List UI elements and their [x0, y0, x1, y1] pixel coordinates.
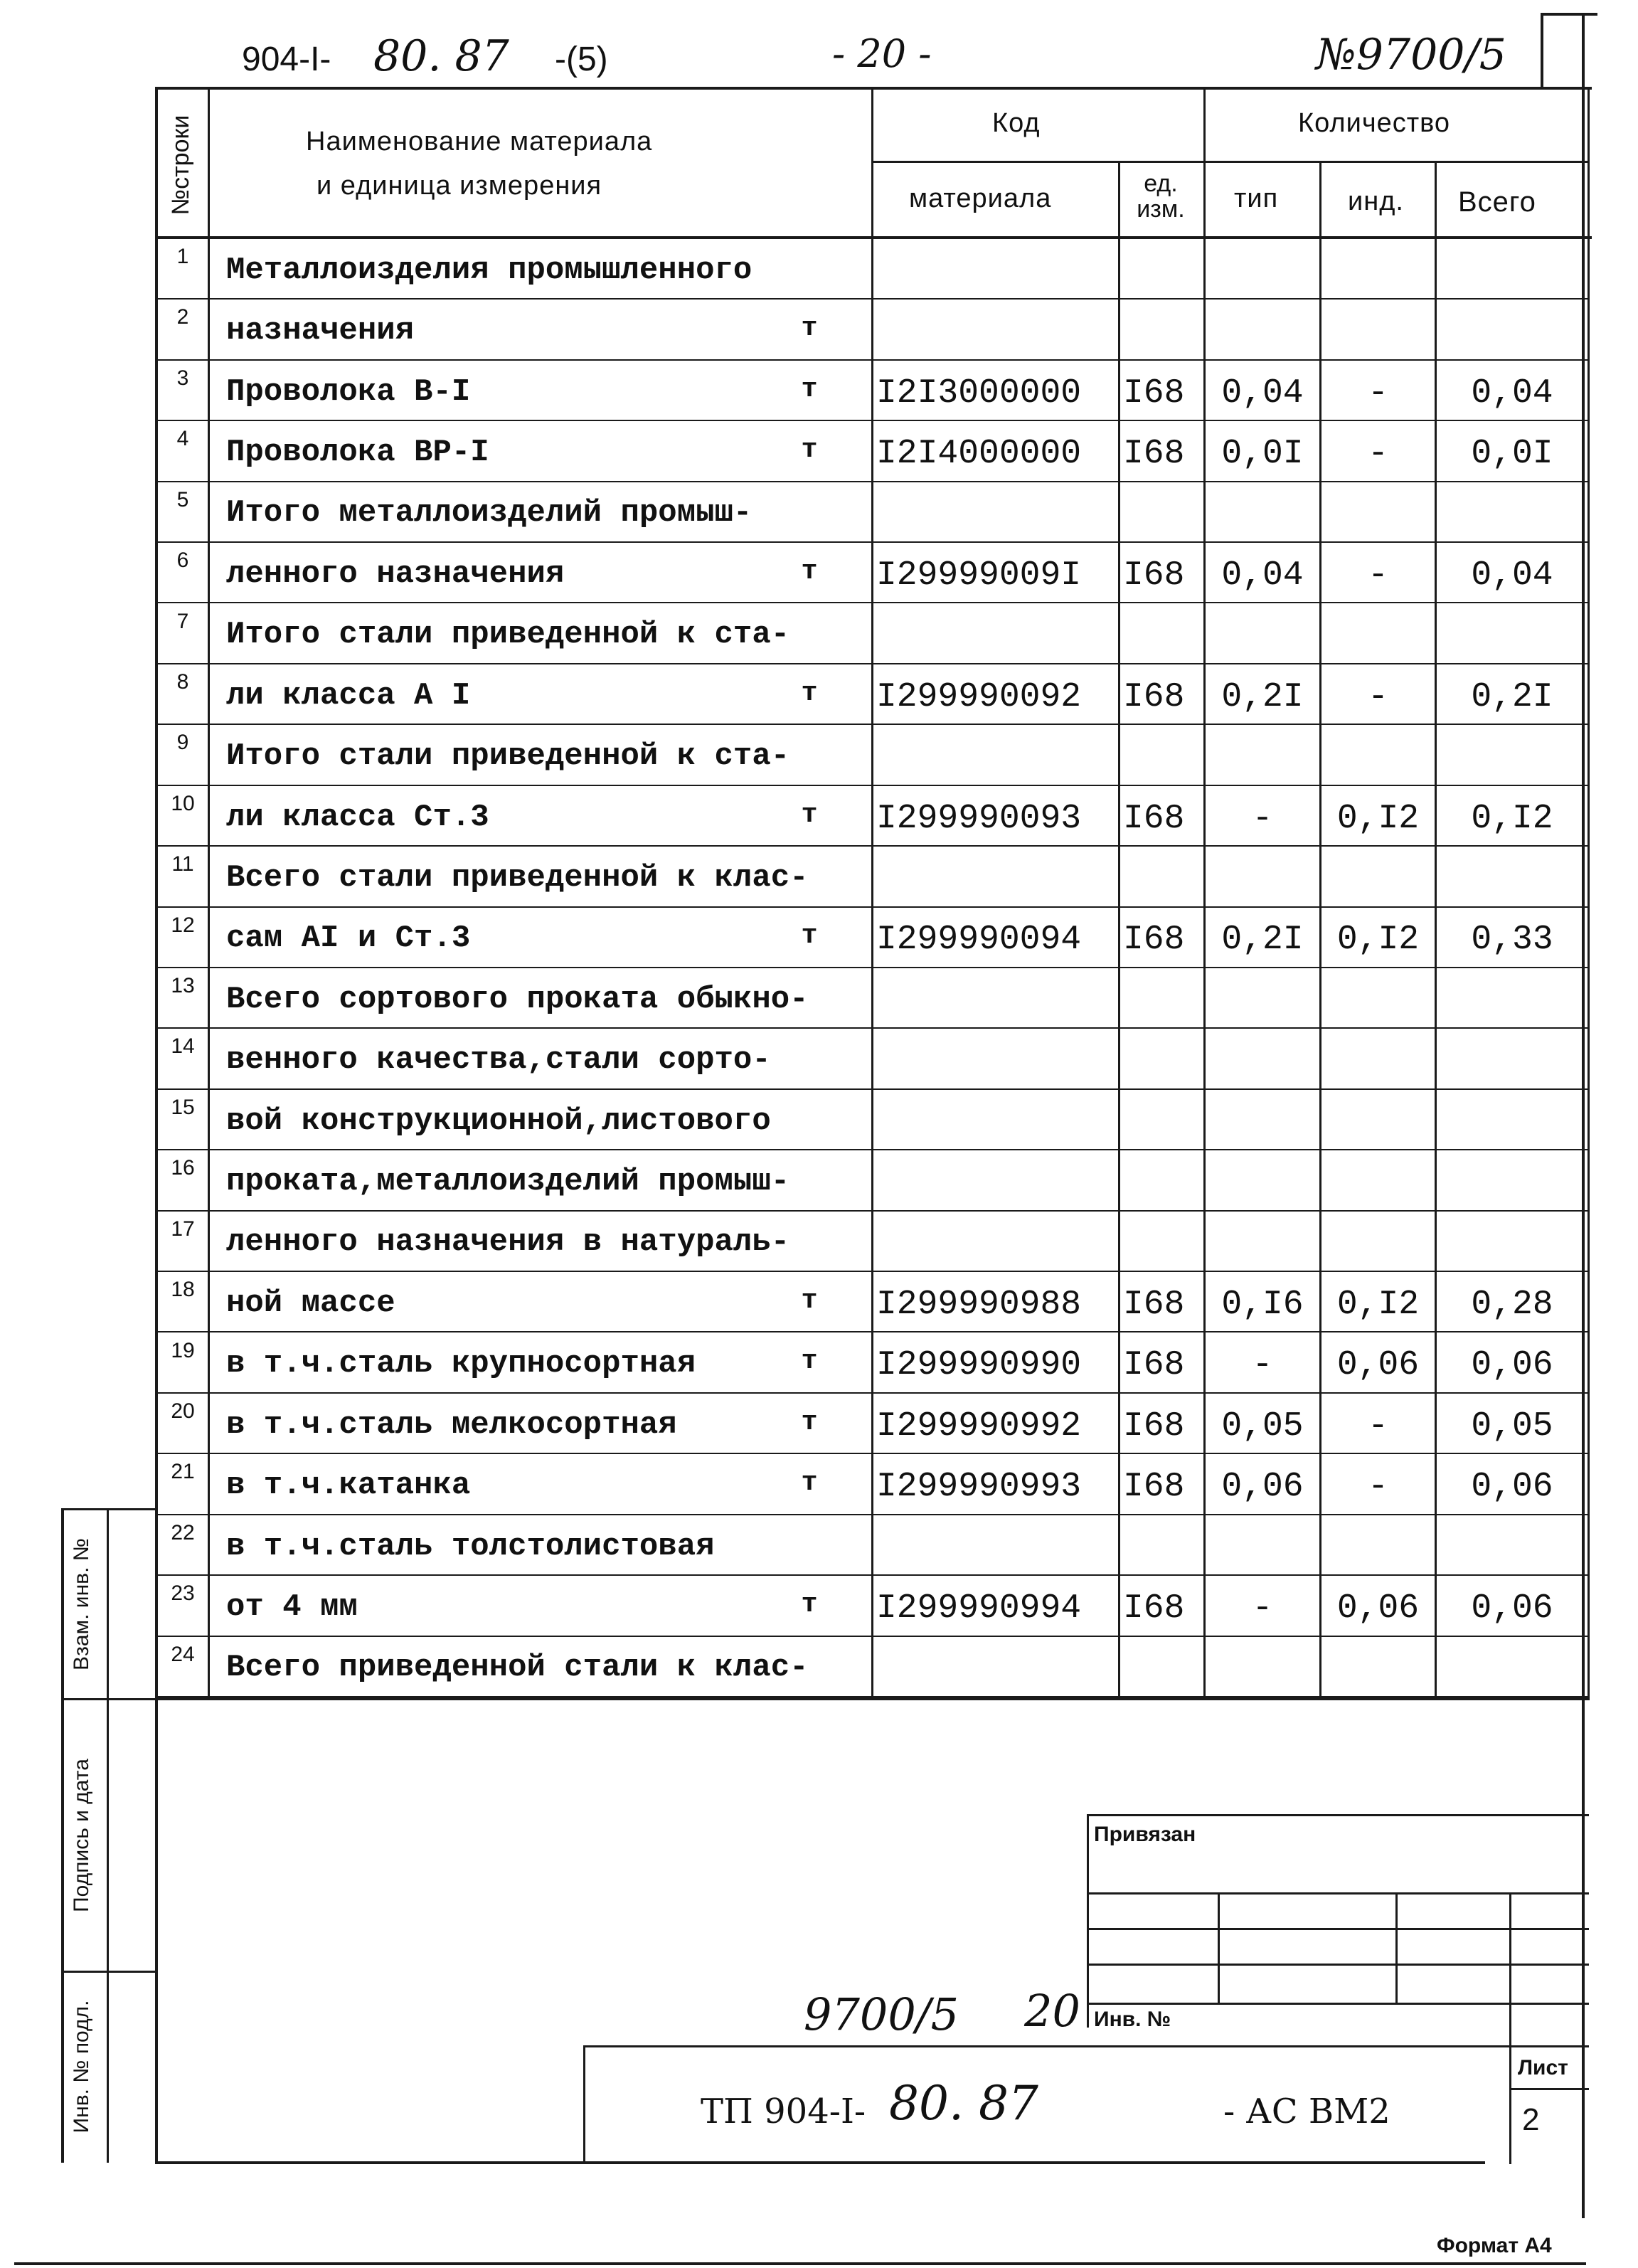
cell-n: 7	[176, 609, 189, 633]
cell-total: 0,06	[1471, 1468, 1553, 1507]
cell-unit: т	[801, 677, 818, 709]
header-quantity: Количество	[1298, 108, 1451, 138]
doc-suffix: - АС ВМ2	[1223, 2092, 1390, 2131]
header-material: материала	[909, 184, 1052, 213]
cell-eu: I68	[1123, 1589, 1185, 1628]
cell-eu: I68	[1123, 799, 1185, 838]
inv-no-label: Инв. №	[1094, 2008, 1171, 2031]
cell-n: 9	[176, 731, 189, 755]
cell-ind: -	[1368, 1406, 1388, 1446]
cell-n: 19	[171, 1338, 195, 1362]
cell-ind: -	[1368, 1468, 1388, 1507]
header-name-line1: Наименование материала	[306, 127, 653, 157]
cell-total: 0,0I	[1471, 435, 1553, 474]
cell-unit: т	[801, 1468, 818, 1499]
cell-total: 0,04	[1471, 556, 1553, 595]
cell-tip: 0,04	[1221, 373, 1304, 413]
cell-eu: I68	[1123, 373, 1185, 413]
designation-hand: 80. 87	[373, 31, 509, 81]
cell-name: сам АI и Ст.3	[226, 921, 471, 957]
cell-tip: -	[1252, 1589, 1273, 1628]
cell-name: Проволока ВР-I	[226, 435, 489, 471]
cell-eu: I68	[1123, 677, 1185, 716]
cell-n: 10	[171, 791, 195, 815]
cell-n: 11	[171, 852, 194, 876]
designation-prefix: 904-I-	[242, 41, 331, 78]
page-number: - 20 -	[832, 31, 932, 76]
tb-main-top	[583, 2045, 1589, 2047]
tb-grid-h2	[1087, 1928, 1589, 1930]
cell-tip: 0,05	[1221, 1406, 1304, 1446]
cell-code: I29999009I	[876, 556, 1082, 595]
cell-ind: -	[1368, 677, 1388, 716]
cell-n: 18	[171, 1278, 195, 1302]
cell-total: 0,04	[1471, 373, 1553, 413]
cell-tip: -	[1252, 1346, 1273, 1385]
list-value: 2	[1522, 2102, 1540, 2137]
cell-ind: 0,I2	[1336, 799, 1420, 838]
cell-unit: т	[801, 921, 818, 952]
cell-eu: I68	[1123, 921, 1185, 960]
cell-name: вой конструкционной,листового	[226, 1103, 771, 1139]
cell-unit: т	[801, 1406, 818, 1438]
cell-unit: т	[801, 799, 818, 830]
designation-suffix: -(5)	[555, 41, 608, 78]
cell-n: 12	[171, 913, 195, 937]
cell-name: Всего стали приведенной к клас-	[226, 859, 809, 896]
cell-unit: т	[801, 1589, 818, 1620]
cell-code: I2I4000000	[876, 435, 1082, 474]
cell-eu: I68	[1123, 556, 1185, 595]
doc-hand-number: 80. 87	[889, 2076, 1038, 2131]
cell-code: I299990994	[876, 1589, 1082, 1628]
header-row-number: №строки	[167, 115, 194, 216]
cell-name: ленного назначения	[226, 556, 565, 592]
cell-name: назначения	[226, 313, 415, 349]
cell-name: Проволока В-I	[226, 373, 471, 410]
cell-total: 0,06	[1471, 1589, 1553, 1628]
list-label: Лист	[1518, 2056, 1568, 2079]
cell-name: ли класса А I	[226, 677, 471, 714]
cell-code: I2I3000000	[876, 373, 1082, 413]
side-label-vzam: Взам. инв. №	[70, 1538, 93, 1670]
cell-name: Всего приведенной стали к клас-	[226, 1650, 809, 1686]
header-unit-measure: ед. изм.	[1137, 170, 1185, 223]
cell-name: Всего сортового проката обыкно-	[226, 981, 809, 1017]
cell-tip: 0,06	[1221, 1468, 1304, 1507]
cell-eu: I68	[1123, 1285, 1185, 1324]
cell-name: Металлоизделия промышленного	[226, 252, 752, 288]
cell-name: проката,металлоизделий промыш-	[226, 1164, 790, 1200]
cell-unit: т	[801, 435, 818, 466]
cell-eu: I68	[1123, 1346, 1185, 1385]
cell-n: 1	[176, 245, 189, 268]
cell-code: I299990092	[876, 677, 1082, 716]
cell-ind: -	[1368, 435, 1388, 474]
cell-unit: т	[801, 556, 818, 587]
cell-eu: I68	[1123, 1468, 1185, 1507]
cell-n: 17	[171, 1217, 195, 1241]
tb-grid-h3	[1087, 1964, 1589, 1966]
cell-n: 2	[176, 305, 189, 329]
cell-eu: I68	[1123, 435, 1185, 474]
hand-page-number: 20	[1024, 1985, 1080, 2037]
cell-code: I299990993	[876, 1468, 1082, 1507]
cell-code: I299990990	[876, 1346, 1082, 1385]
cell-n: 5	[176, 487, 189, 512]
cell-n: 8	[176, 669, 189, 694]
cell-n: 20	[171, 1399, 195, 1423]
cell-unit: т	[801, 1346, 818, 1377]
cell-ind: -	[1368, 373, 1388, 413]
header-ind: инд.	[1348, 186, 1404, 216]
cell-ind: 0,I2	[1336, 921, 1420, 960]
cell-tip: -	[1252, 799, 1273, 838]
tb-main-left	[583, 2045, 585, 2164]
cell-code: I299990988	[876, 1285, 1082, 1324]
cell-tip: 0,0I	[1221, 435, 1304, 474]
cell-total: 0,05	[1471, 1406, 1553, 1446]
format-label: Формат А4	[1437, 2234, 1552, 2257]
cell-ind: 0,I2	[1336, 1285, 1420, 1324]
header-total: Всего	[1458, 186, 1536, 218]
tb-grid-h1	[1087, 1892, 1589, 1895]
cell-n: 22	[171, 1520, 195, 1544]
cell-code: I299990992	[876, 1406, 1082, 1446]
cell-tip: 0,I6	[1221, 1285, 1304, 1324]
cell-n: 24	[171, 1642, 195, 1666]
cell-tip: 0,04	[1221, 556, 1304, 595]
cell-n: 14	[171, 1034, 195, 1059]
cell-total: 0,28	[1471, 1285, 1553, 1324]
cell-unit: т	[801, 313, 818, 344]
cell-n: 6	[176, 549, 189, 573]
cell-total: 0,33	[1471, 921, 1553, 960]
cell-name: в т.ч.сталь мелкосортная	[226, 1406, 677, 1443]
cell-name: ной массе	[226, 1285, 395, 1321]
tb-grid-left	[1087, 1814, 1089, 2028]
cell-n: 23	[171, 1581, 195, 1606]
tb-grid-v1	[1218, 1892, 1220, 2003]
cell-total: 0,I2	[1471, 799, 1553, 838]
cell-tip: 0,2I	[1221, 921, 1304, 960]
sheet-id: №9700/5	[1316, 30, 1506, 80]
cell-n: 16	[171, 1156, 195, 1180]
cell-total: 0,06	[1471, 1346, 1553, 1385]
cell-ind: 0,06	[1336, 1589, 1420, 1628]
cell-name: в т.ч.катанка	[226, 1468, 471, 1504]
tb-grid-h4	[1087, 2003, 1589, 2005]
cell-name: Итого металлоизделий промыш-	[226, 495, 752, 531]
header-name-line2: и единица измерения	[317, 171, 602, 201]
tb-grid-top	[1087, 1814, 1589, 1816]
privyazan-label: Привязан	[1094, 1823, 1196, 1846]
cell-n: 21	[171, 1460, 195, 1484]
cell-ind: -	[1368, 556, 1388, 595]
cell-eu: I68	[1123, 1406, 1185, 1446]
cell-n: 13	[171, 974, 195, 997]
cell-code: I299990093	[876, 799, 1082, 838]
cell-name: в т.ч.сталь крупносортная	[226, 1346, 696, 1382]
cell-name: ленного назначения в натураль-	[226, 1224, 790, 1261]
cell-name: от 4 мм	[226, 1589, 358, 1625]
cell-tip: 0,2I	[1221, 677, 1304, 716]
doc-prefix: ТП 904-I-	[701, 2092, 866, 2131]
cell-unit: т	[801, 1285, 818, 1316]
cell-unit: т	[801, 373, 818, 405]
header-code: Код	[992, 108, 1041, 138]
cell-n: 15	[171, 1095, 195, 1119]
tb-grid-v3	[1509, 1892, 1511, 2049]
cell-ind: 0,06	[1336, 1346, 1420, 1385]
hand-sheet-number: 9700/5	[804, 1988, 959, 2040]
tb-grid-v2	[1395, 1892, 1398, 2003]
tb-list-mid	[1509, 2088, 1589, 2090]
side-label-podpis: Подпись и дата	[70, 1759, 93, 1912]
cell-code: I299990094	[876, 921, 1082, 960]
header-type: тип	[1234, 184, 1279, 213]
cell-name: Итого стали приведенной к ста-	[226, 738, 790, 775]
cell-n: 3	[176, 366, 189, 390]
cell-name: Итого стали приведенной к ста-	[226, 617, 790, 653]
cell-name: в т.ч.сталь толстолистовая	[226, 1528, 715, 1564]
side-label-inv-podl: Инв. № подл.	[70, 2000, 93, 2134]
tb-list-left	[1509, 2045, 1511, 2164]
cell-name: ли класса Ст.3	[226, 799, 489, 835]
cell-total: 0,2I	[1471, 677, 1553, 716]
cell-n: 4	[176, 427, 189, 451]
cell-name: венного качества,стали сорто-	[226, 1042, 771, 1079]
